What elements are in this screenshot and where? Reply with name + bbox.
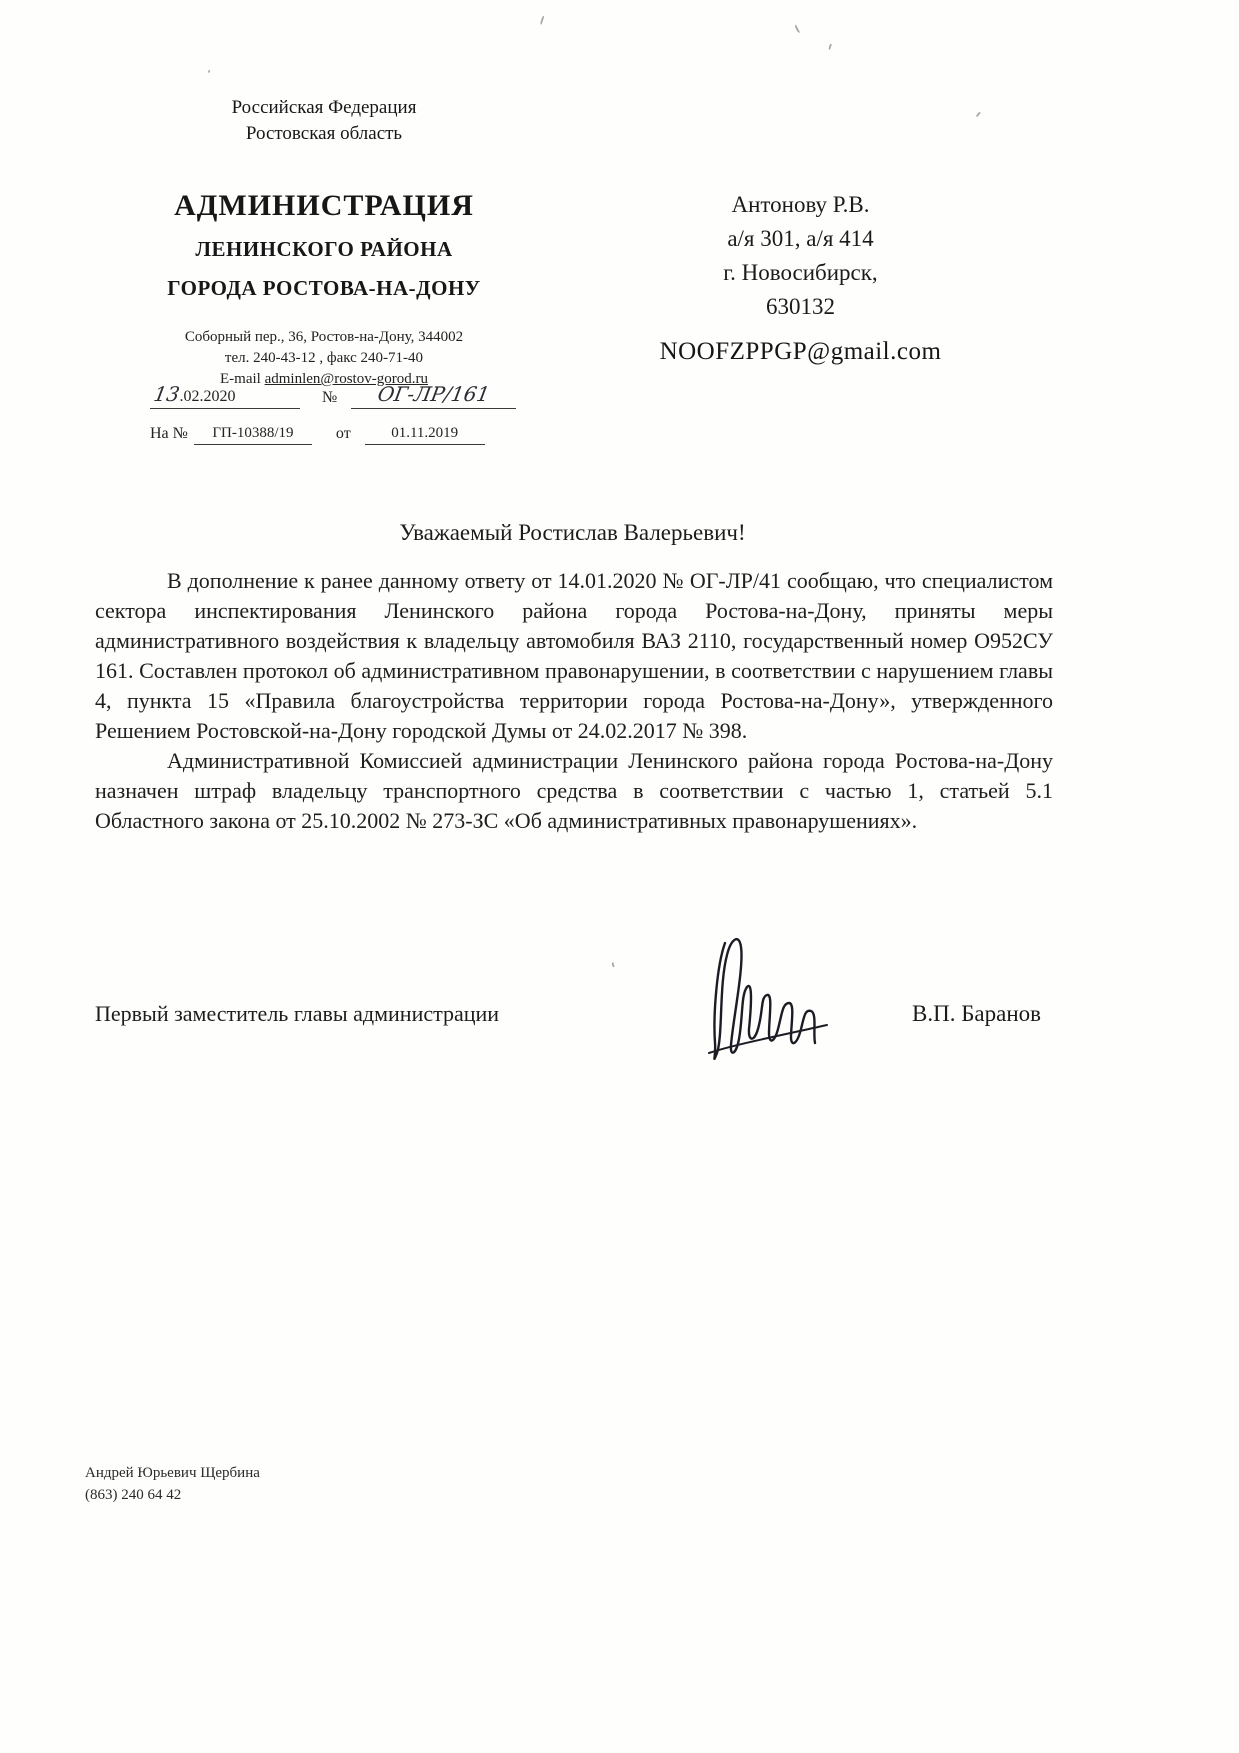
letterhead-contact-block: [138, 327, 510, 390]
scan-artifact: [208, 70, 212, 74]
letterhead-org-district: ЛЕНИНСКОГО РАЙОНА: [195, 237, 453, 261]
reference-block: [150, 382, 540, 445]
outgoing-date-typed: .02.2020: [179, 388, 236, 405]
letterhead-phone: тел. 240-43-12 , факс 240-71-40: [224, 350, 424, 366]
executor-block: [85, 1462, 260, 1506]
signature-row: [95, 995, 1053, 1035]
number-sign-label: №: [322, 389, 338, 406]
scan-artifact: [976, 111, 983, 118]
recipient-email: NOOFZPPGP@gmail.com: [659, 338, 942, 365]
executor-name: Андрей Юрьевич Щербина: [85, 1465, 260, 1481]
recipient-block: [648, 188, 953, 324]
body-paragraph-2: Административной Комиссией администрации Ленинского района города Ростова-на-Дону назначен штраф владельцу транспортного средства в соответствии с частью 1, статьей 5.1 Областного закона от 25.10.2002 № 273-ЗС «Об административных правонарушениях».: [95, 748, 1053, 833]
outgoing-number-field: [351, 382, 516, 409]
recipient-po-boxes: а/я 301, а/я 414: [727, 226, 874, 251]
recipient-name: Антонову Р.В.: [731, 192, 870, 217]
scan-artifact: [611, 962, 616, 968]
recipient-city: г. Новосибирск,: [723, 260, 878, 285]
handwritten-outgoing-number: ОГ-ЛР/161: [375, 382, 492, 406]
reply-to-line: [150, 425, 540, 445]
recipient-postcode: 630132: [766, 294, 835, 319]
letterhead-postal-address: Соборный пер., 36, Ростов-на-Дону, 344002: [184, 329, 464, 345]
letterhead-country: Российская Федерация: [231, 97, 417, 118]
executor-phone: (863) 240 64 42: [85, 1487, 182, 1503]
letterhead-org-name: АДМИНИСТРАЦИЯ: [174, 189, 474, 222]
reply-to-date: 01.11.2019: [365, 425, 485, 445]
reply-to-number: ГП-10388/19: [194, 425, 312, 445]
letterhead-email-link: adminlen@rostov-gorod.ru: [264, 371, 428, 387]
body-paragraph-1: В дополнение к ранее данному ответу от 14.01.2020 № ОГ-ЛР/41 сообщаю, что специалистом сектора инспектирования Ленинского района города Ростова-на-Дону, приняты меры административного воздействия к владельцу автомобиля ВАЗ 2110, государственный номер О952СУ 161. Составлен протокол об административном правонарушении, в соответствии с нарушением главы 4, пункта 15 «Правила благоустройства территории города Ростова-на-Дону», утвержденного Решением Ростовской-на-Дону городской Думы от 24.02.2017 № 398.: [95, 568, 1053, 743]
handwritten-date-day: 13: [151, 382, 182, 406]
scan-artifact: [794, 24, 802, 34]
scan-artifact: [540, 16, 547, 26]
scan-artifact: [828, 44, 834, 51]
letterhead-org-city: ГОРОДА РОСТОВА-НА-ДОНУ: [167, 276, 481, 300]
letter-body: [95, 566, 1053, 836]
letterhead-email-label: E-mail: [220, 371, 265, 387]
reply-to-label: На №: [150, 425, 188, 442]
signer-name: В.П. Баранов: [912, 1001, 1041, 1026]
signer-position-title: Первый заместитель главы администрации: [95, 1001, 500, 1026]
letterhead-region: Ростовская область: [245, 123, 403, 144]
reply-from-label: от: [335, 425, 351, 442]
salutation: Уважаемый Ростислав Валерьевич!: [399, 520, 746, 545]
outgoing-date-line: [150, 382, 540, 409]
outgoing-date-field: [150, 382, 300, 409]
signature-scribble: [703, 925, 833, 1070]
letterhead: [138, 95, 510, 390]
